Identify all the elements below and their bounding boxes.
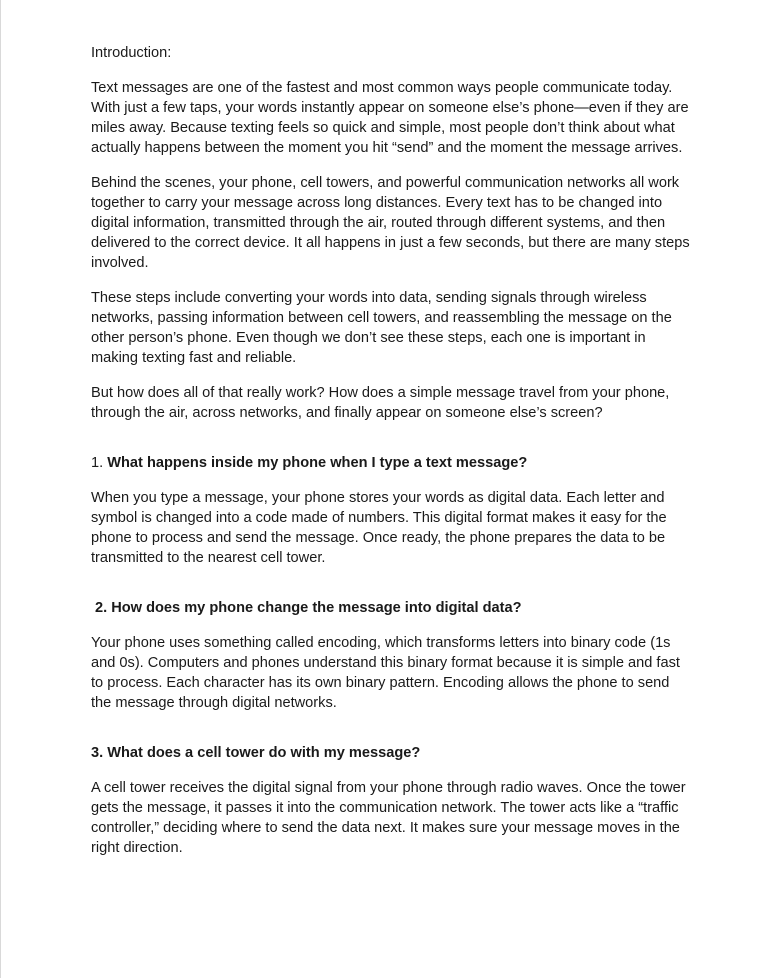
section-number: 1. bbox=[91, 455, 104, 471]
section-question: What does a cell tower do with my message? bbox=[103, 745, 421, 761]
intro-label: Introduction: bbox=[91, 45, 172, 61]
section-body: When you type a message, your phone stores your words as digital data. Each letter and symbol is changed into a code made of numbers. This digital format makes it easy for the phone to process and send the message. Once ready, the phone prepares the data to be transmitted to the nearest cell tower. bbox=[91, 490, 667, 566]
section-number: 3. bbox=[91, 745, 104, 761]
section-heading-1 bbox=[91, 453, 691, 473]
page-edge bbox=[0, 0, 1, 978]
section-heading-2 bbox=[91, 598, 691, 618]
intro-paragraph: But how does all of that really work? How does a simple message travel from your phone, through the air, across networks, and finally appear on someone else’s screen? bbox=[91, 385, 670, 421]
intro-paragraph: These steps include converting your words into data, sending signals through wireless networks, passing information between cell towers, and reassembling the message on the other person’s phone. Even though we don’t see these steps, each one is important in making texting fast and reliable. bbox=[91, 290, 672, 366]
section-number: 2. bbox=[95, 600, 108, 616]
intro-paragraph: Text messages are one of the fastest and most common ways people communicate today. With just a few taps, your words instantly appear on someone else’s phone—even if they are miles away. Because texting feels so quick and simple, most people don’t think about what actually happens between the moment you hit “send” and the moment the message arrives. bbox=[91, 80, 689, 156]
section-question: What happens inside my phone when I type a text message? bbox=[103, 455, 528, 471]
section-question: How does my phone change the message into digital data? bbox=[107, 600, 522, 616]
section-heading-3 bbox=[91, 743, 691, 763]
section-body: Your phone uses something called encoding, which transforms letters into binary code (1s and 0s). Computers and phones understand this binary format because it is simple and fast to process. Each character has its own binary pattern. Encoding allows the phone to send the message through digital networks. bbox=[91, 635, 680, 711]
section-body: A cell tower receives the digital signal from your phone through radio waves. Once the tower gets the message, it passes it into the communication network. The tower acts like a “traffic controller,” deciding where to send the data next. It makes sure your message moves in the right direction. bbox=[91, 780, 686, 856]
intro-paragraph: Behind the scenes, your phone, cell towers, and powerful communication networks all work together to carry your message across long distances. Every text has to be changed into digital information, transmitted through the air, routed through different systems, and then delivered to the correct device. It all happens in just a few seconds, but there are many steps involved. bbox=[91, 175, 690, 271]
document-body bbox=[91, 43, 691, 873]
